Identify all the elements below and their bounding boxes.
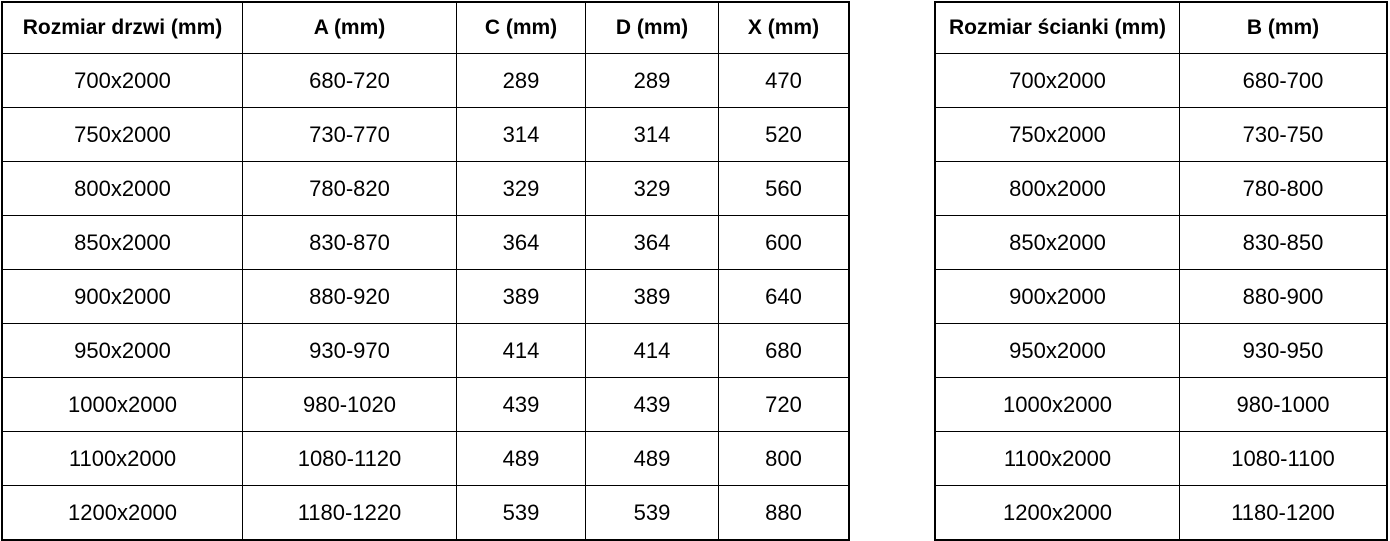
wall-table-head xyxy=(935,2,1387,54)
table-cell: 950x2000 xyxy=(2,324,243,378)
table-cell: 800x2000 xyxy=(935,162,1180,216)
table-cell: 1080-1120 xyxy=(243,432,457,486)
table-cell: 289 xyxy=(457,54,586,108)
table-cell: 489 xyxy=(586,432,719,486)
column-header: A (mm) xyxy=(243,2,457,54)
table-cell: 680-720 xyxy=(243,54,457,108)
table-cell: 680-700 xyxy=(1180,54,1388,108)
table-cell: 439 xyxy=(586,378,719,432)
table-cell: 389 xyxy=(457,270,586,324)
table-row xyxy=(935,108,1387,162)
table-cell: 700x2000 xyxy=(935,54,1180,108)
table-row xyxy=(2,162,849,216)
column-header: B (mm) xyxy=(1180,2,1388,54)
table-cell: 414 xyxy=(586,324,719,378)
table-cell: 314 xyxy=(586,108,719,162)
table-row xyxy=(2,378,849,432)
table-cell: 750x2000 xyxy=(2,108,243,162)
table-cell: 414 xyxy=(457,324,586,378)
column-header: C (mm) xyxy=(457,2,586,54)
table-cell: 800x2000 xyxy=(2,162,243,216)
table-cell: 600 xyxy=(719,216,850,270)
wall-size-table xyxy=(934,1,1388,541)
table-cell: 950x2000 xyxy=(935,324,1180,378)
table-row xyxy=(2,108,849,162)
table-row xyxy=(935,324,1387,378)
table-cell: 980-1020 xyxy=(243,378,457,432)
table-cell: 439 xyxy=(457,378,586,432)
column-header: X (mm) xyxy=(719,2,850,54)
column-header: Rozmiar ścianki (mm) xyxy=(935,2,1180,54)
table-cell: 1080-1100 xyxy=(1180,432,1388,486)
table-cell: 800 xyxy=(719,432,850,486)
table-cell: 1000x2000 xyxy=(2,378,243,432)
table-cell: 1180-1200 xyxy=(1180,486,1388,541)
table-cell: 780-800 xyxy=(1180,162,1388,216)
table-cell: 329 xyxy=(586,162,719,216)
table-row xyxy=(2,432,849,486)
table-cell: 289 xyxy=(586,54,719,108)
table-cell: 364 xyxy=(457,216,586,270)
table-cell: 880-900 xyxy=(1180,270,1388,324)
table-cell: 560 xyxy=(719,162,850,216)
table-cell: 1100x2000 xyxy=(2,432,243,486)
table-cell: 830-850 xyxy=(1180,216,1388,270)
table-row xyxy=(935,270,1387,324)
door-table-body xyxy=(2,54,849,541)
table-row xyxy=(935,432,1387,486)
table-row xyxy=(2,486,849,541)
table-row xyxy=(2,324,849,378)
door-size-table xyxy=(1,1,850,541)
table-cell: 850x2000 xyxy=(2,216,243,270)
table-row xyxy=(935,378,1387,432)
table-cell: 1100x2000 xyxy=(935,432,1180,486)
table-row xyxy=(935,54,1387,108)
table-cell: 830-870 xyxy=(243,216,457,270)
table-cell: 329 xyxy=(457,162,586,216)
table-cell: 470 xyxy=(719,54,850,108)
table-cell: 900x2000 xyxy=(935,270,1180,324)
table-cell: 880 xyxy=(719,486,850,541)
table-cell: 880-920 xyxy=(243,270,457,324)
table-cell: 730-750 xyxy=(1180,108,1388,162)
table-cell: 930-970 xyxy=(243,324,457,378)
table-cell: 930-950 xyxy=(1180,324,1388,378)
table-cell: 980-1000 xyxy=(1180,378,1388,432)
table-cell: 750x2000 xyxy=(935,108,1180,162)
table-cell: 520 xyxy=(719,108,850,162)
table-cell: 1200x2000 xyxy=(2,486,243,541)
table-cell: 1180-1220 xyxy=(243,486,457,541)
table-row xyxy=(2,270,849,324)
table-cell: 539 xyxy=(457,486,586,541)
table-row xyxy=(935,486,1387,541)
table-cell: 720 xyxy=(719,378,850,432)
table-cell: 850x2000 xyxy=(935,216,1180,270)
table-row xyxy=(935,162,1387,216)
table-cell: 489 xyxy=(457,432,586,486)
table-cell: 314 xyxy=(457,108,586,162)
table-row xyxy=(2,216,849,270)
table-cell: 730-770 xyxy=(243,108,457,162)
table-cell: 900x2000 xyxy=(2,270,243,324)
table-cell: 780-820 xyxy=(243,162,457,216)
wall-header-row xyxy=(935,2,1387,54)
table-row xyxy=(2,54,849,108)
door-table-head xyxy=(2,2,849,54)
table-cell: 640 xyxy=(719,270,850,324)
column-header: Rozmiar drzwi (mm) xyxy=(2,2,243,54)
table-cell: 1200x2000 xyxy=(935,486,1180,541)
table-cell: 700x2000 xyxy=(2,54,243,108)
table-row xyxy=(935,216,1387,270)
table-cell: 1000x2000 xyxy=(935,378,1180,432)
door-header-row xyxy=(2,2,849,54)
table-cell: 364 xyxy=(586,216,719,270)
column-header: D (mm) xyxy=(586,2,719,54)
table-cell: 389 xyxy=(586,270,719,324)
table-cell: 680 xyxy=(719,324,850,378)
wall-table-body xyxy=(935,54,1387,541)
table-cell: 539 xyxy=(586,486,719,541)
